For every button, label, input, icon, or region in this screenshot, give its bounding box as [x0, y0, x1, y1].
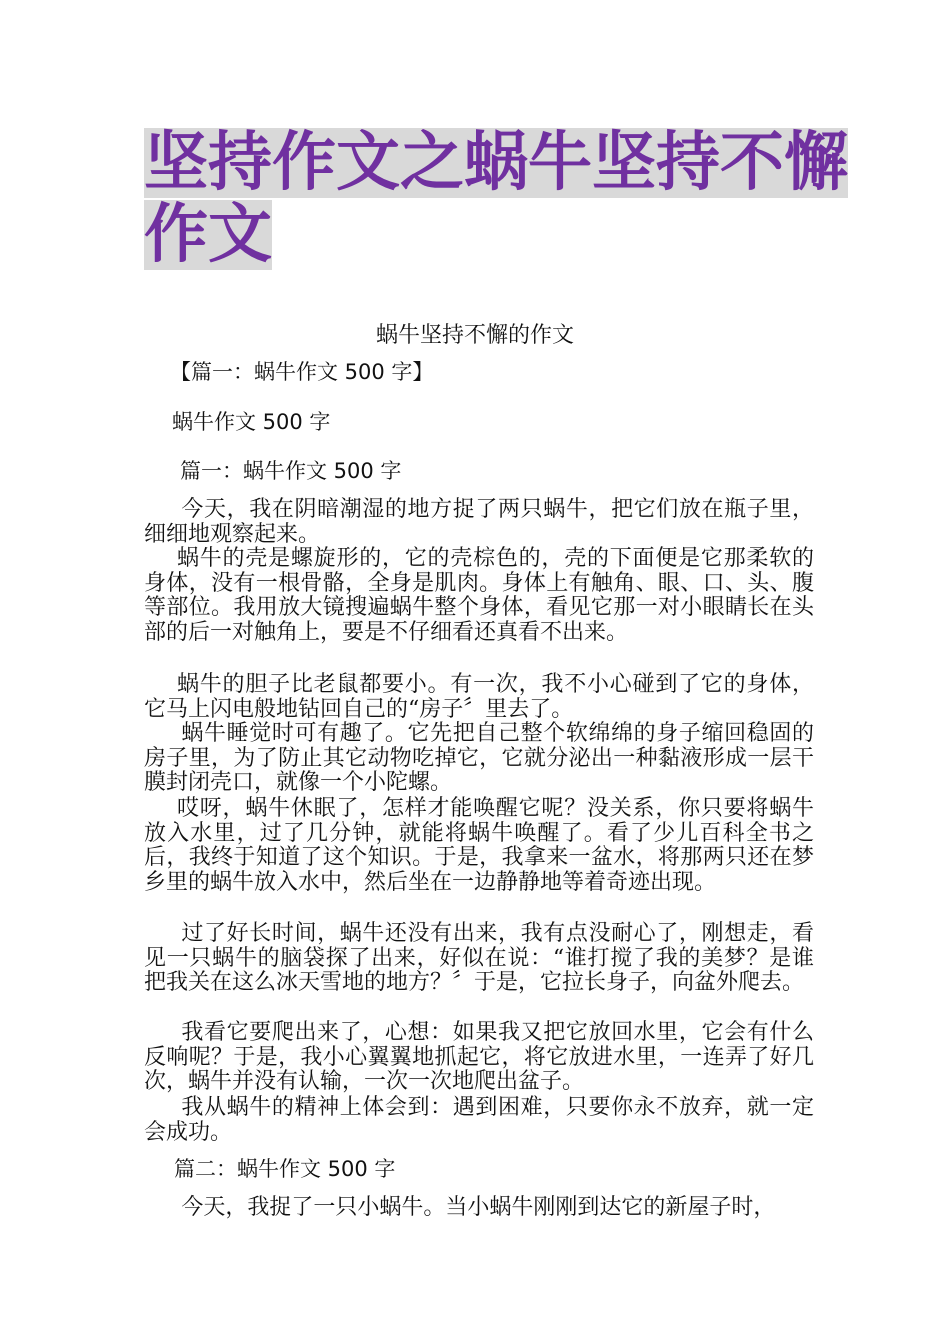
section-label: 【篇一：蜗牛作文 500 字】: [170, 360, 434, 384]
paragraph: 哎呀，蜗牛休眠了，怎样才能唤醒它呢？没关系，你只要将蜗牛放入水里，过了几分钟，就能将蜗牛唤醒了。看了少儿百科全书之后，我终于知道了这个知识。于是，我拿来一盆水，将那两只还在梦乡里的蜗牛放入水中，然后坐在一边静静地等着奇迹出现。: [144, 796, 814, 895]
paragraph: 蜗牛的胆子比老鼠都要小。有一次，我不小心碰到了它的身体，它马上闪电般地钻回自己的“房子〞里去了。: [144, 672, 814, 722]
paragraph: 今天，我捉了一只小蜗牛。当小蜗牛刚刚到达它的新屋子时，: [181, 1195, 776, 1220]
document-title: [144, 126, 848, 272]
subtitle: 蜗牛作文 500 字: [172, 410, 331, 434]
paragraph: 我看它要爬出来了，心想：如果我又把它放回水里，它会有什么反响呢？于是，我小心翼翼地抓起它，将它放进水里，一连弄了好几次，蜗牛并没有认输，一次一次地爬出盆子。: [144, 1020, 814, 1094]
paragraph: 蜗牛睡觉时可有趣了。它先把自己整个软绵绵的身子缩回稳固的房子里，为了防止其它动物吃掉它，它就分泌出一种黏液形成一层干膜封闭壳口，就像一个小陀螺。: [144, 721, 814, 795]
paragraph: 我从蜗牛的精神上体会到：遇到困难，只要你永不放弃，就一定会成功。: [144, 1095, 814, 1145]
paragraph: 今天，我在阴暗潮湿的地方捉了两只蜗牛，把它们放在瓶子里，细细地观察起来。: [144, 497, 814, 547]
part-one-label: 篇一：蜗牛作文 500 字: [180, 459, 402, 483]
paragraph: 蜗牛的壳是螺旋形的，它的壳棕色的，壳的下面便是它那柔软的身体，没有一根骨骼，全身是肌肉。身体上有触角、眼、口、头、腹等部位。我用放大镜搜遍蜗牛整个身体，看见它那一对小眼睛长在头部的后一对触角上，要是不仔细看还真看不出来。: [144, 546, 814, 645]
title-line-2: 作文: [144, 198, 272, 272]
paragraph: 过了好长时间，蜗牛还没有出来，我有点没耐心了，刚想走，看见一只蜗牛的脑袋探了出来，好似在说：“谁打搅了我的美梦？是谁把我关在这么冰天雪地的地方？〞于是，它拉长身子，向盆外爬去。: [144, 921, 814, 995]
part-two-label: 篇二：蜗牛作文 500 字: [174, 1157, 396, 1181]
article-heading: 蜗牛坚持不懈的作文: [375, 323, 574, 348]
title-line-1: 坚持作文之蜗牛坚持不懈: [144, 126, 848, 200]
